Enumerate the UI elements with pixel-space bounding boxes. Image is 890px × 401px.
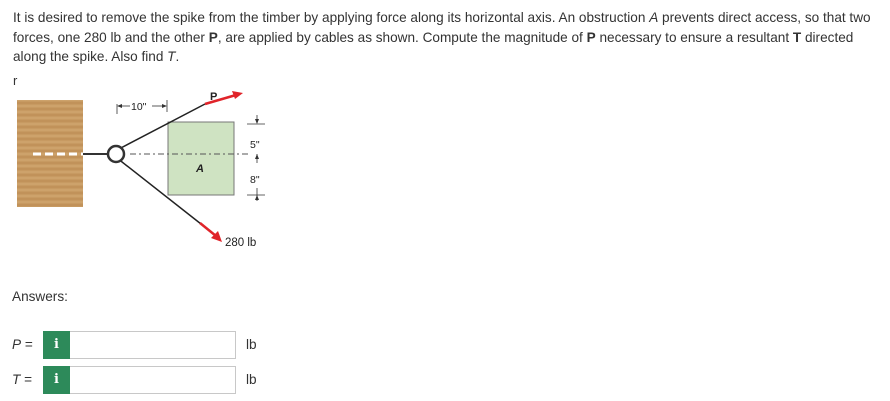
- dim-10-label: 10": [131, 101, 147, 113]
- problem-text-4: necessary to ensure a resultant: [595, 29, 793, 45]
- info-icon[interactable]: i: [43, 331, 70, 359]
- info-icon[interactable]: i: [43, 366, 70, 394]
- answer-variable-t: T =: [12, 372, 33, 387]
- answer-row-p: [0, 330, 890, 360]
- obstruction-a: [168, 122, 234, 195]
- problem-text-3: , are applied by cables as shown. Compute the magnitude of: [217, 29, 587, 45]
- problem-find-t: T: [167, 49, 176, 65]
- answer-unit-p: lb: [246, 337, 257, 352]
- problem-force-p-2: P: [586, 29, 596, 45]
- dim-10-arrow-left: [117, 104, 122, 108]
- dim-5-label: 5": [250, 139, 260, 151]
- force-280-arrow-shaft: [200, 223, 216, 236]
- dim-v-arrow-mid: [255, 154, 259, 159]
- problem-resultant: T: [792, 29, 802, 45]
- problem-text-6: .: [175, 49, 180, 65]
- stray-character: r: [13, 73, 18, 88]
- answer-unit-t: lb: [246, 372, 257, 387]
- problem-text-1: It is desired to remove the spike from the timber by applying force along its horizontal axis. An obstruction: [13, 10, 650, 25]
- answers-heading: Answers:: [12, 289, 68, 304]
- spike-eye-ring: [108, 146, 124, 162]
- answer-input-p[interactable]: [70, 331, 236, 359]
- force-p-label: P: [210, 91, 218, 103]
- dim-8-label: 8": [250, 174, 260, 186]
- problem-force-p: P: [208, 29, 218, 45]
- dim-10-arrow-right: [162, 104, 167, 108]
- answer-input-t[interactable]: [70, 366, 236, 394]
- dim-v-arrow-top: [255, 119, 259, 124]
- obstruction-a-label: A: [196, 163, 204, 175]
- answer-variable-p: P =: [12, 337, 33, 352]
- answer-row-t: [0, 365, 890, 395]
- dim-v-arrow-bottom: [255, 195, 259, 200]
- problem-text-2: prevents direct access, so that two forces, one 280 lb and the other: [13, 10, 871, 45]
- problem-obstruction-label: A: [649, 10, 659, 25]
- problem-text-5: directed along the spike. Also find: [13, 29, 854, 65]
- force-p-arrowhead: [232, 91, 243, 99]
- force-280-label: 280 lb: [225, 237, 257, 249]
